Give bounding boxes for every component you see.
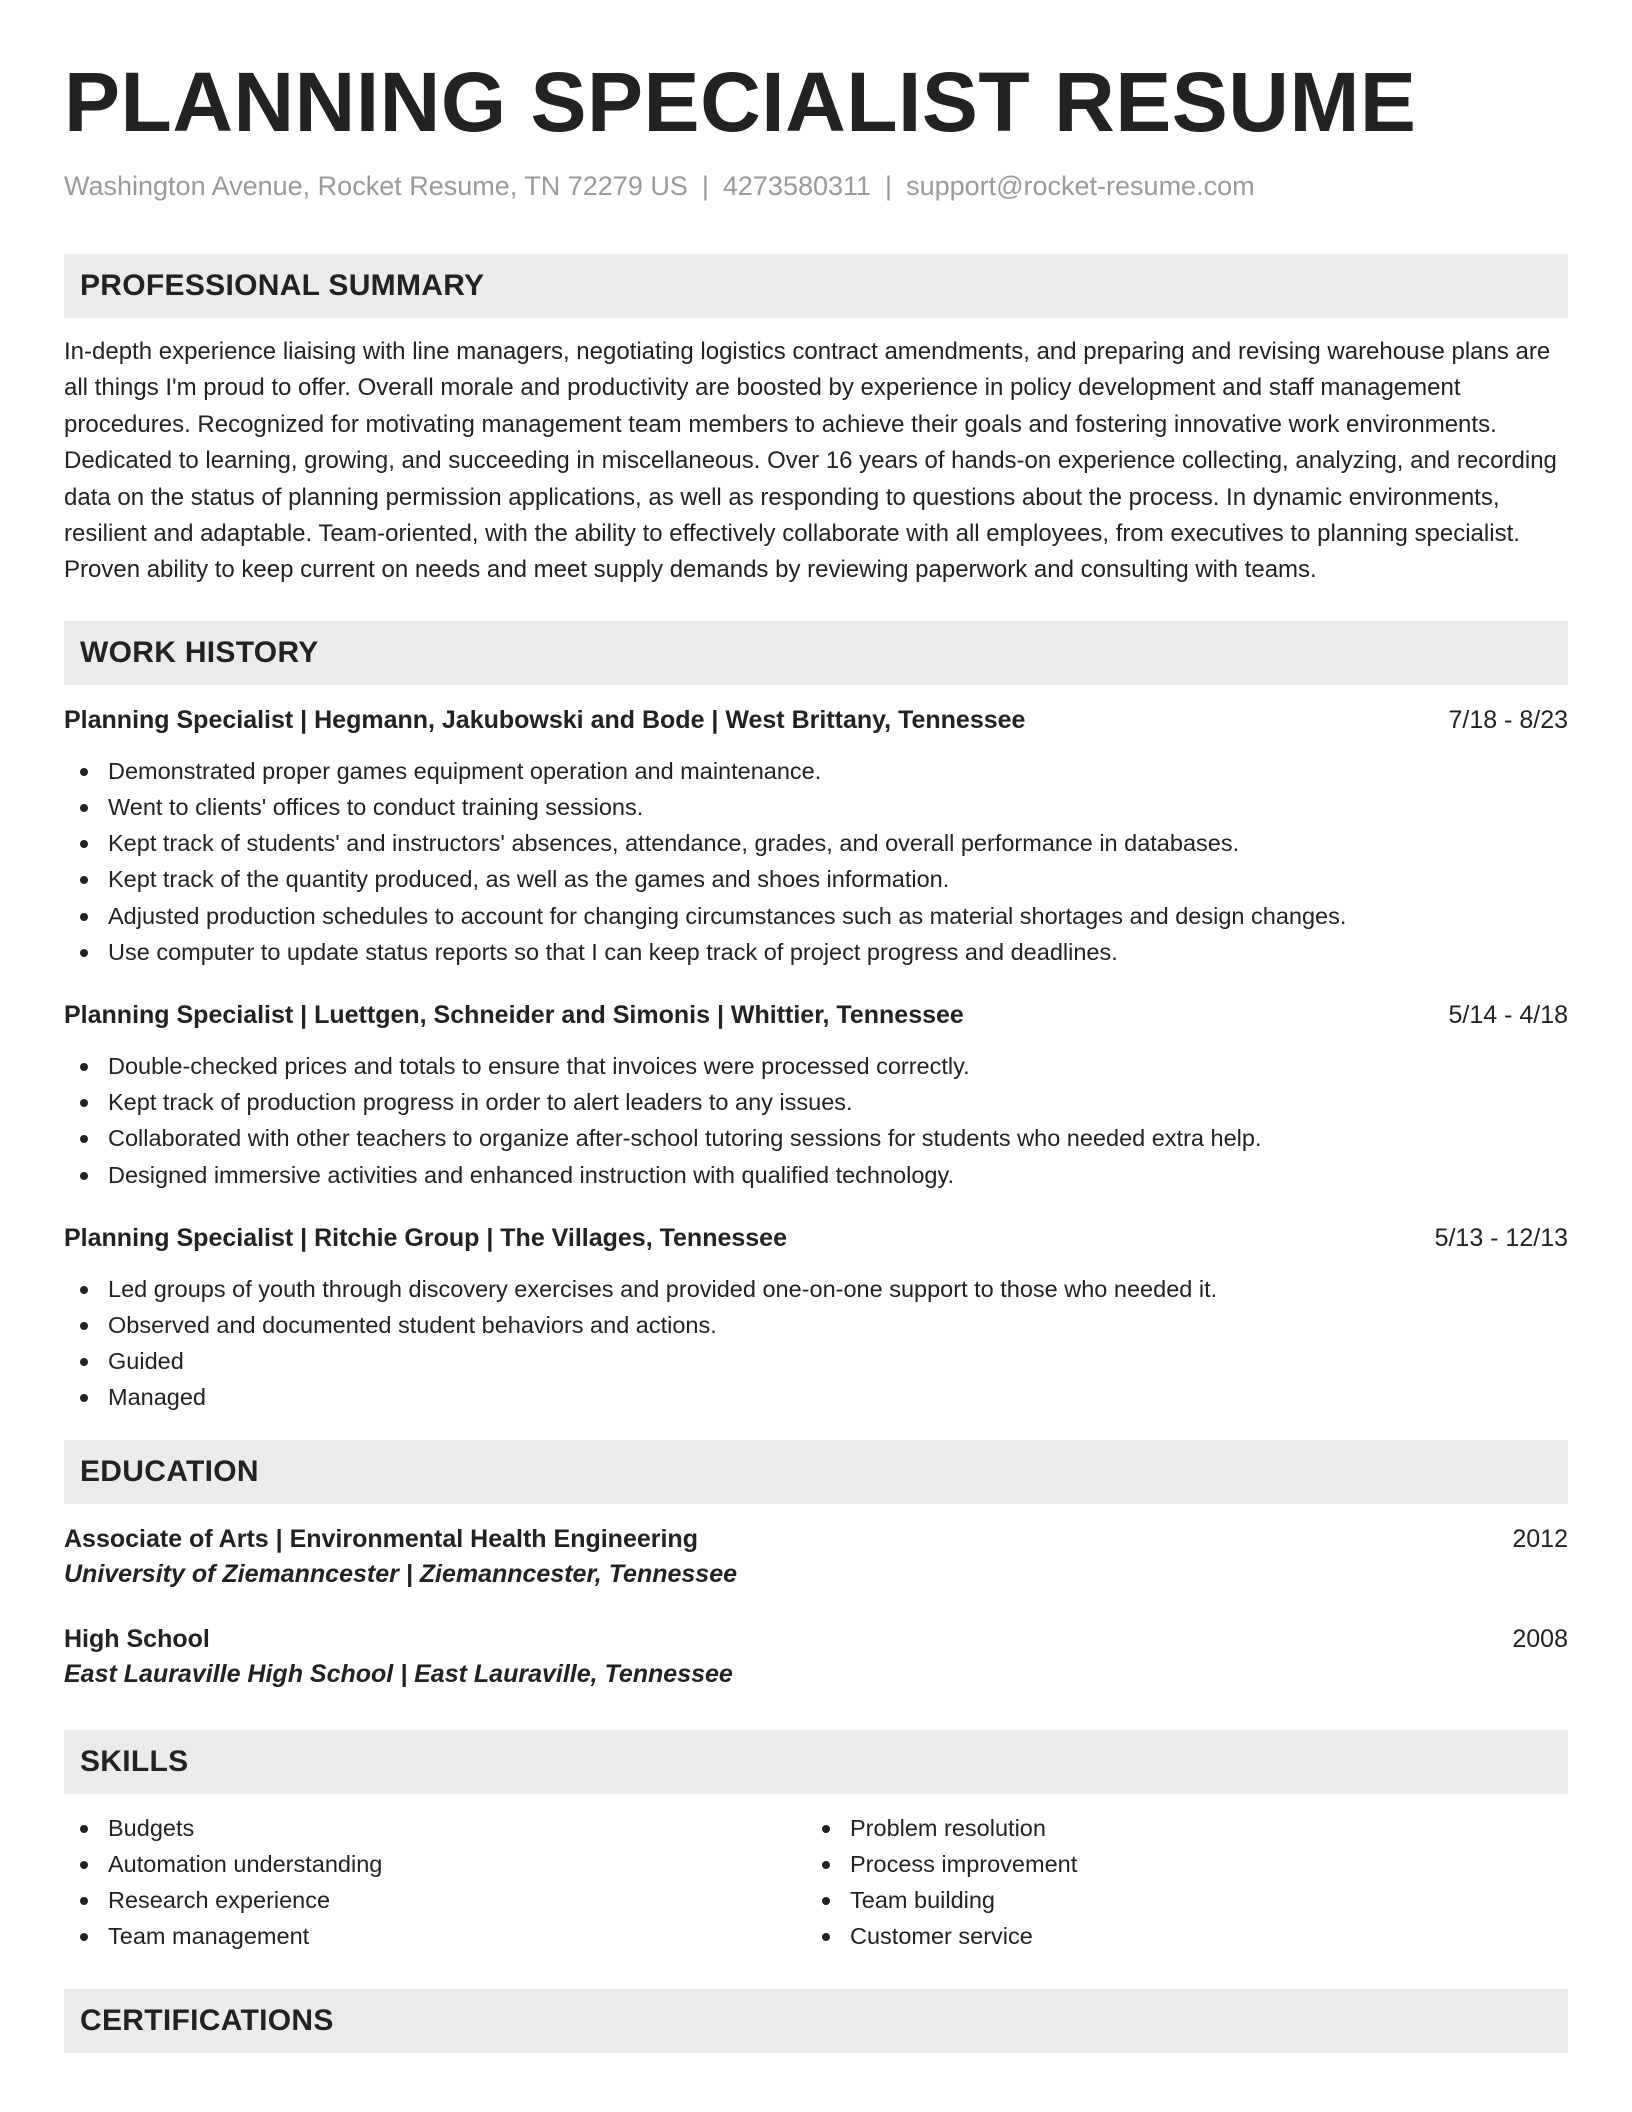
skill-item: Problem resolution xyxy=(806,1810,1548,1846)
section-heading-skills: SKILLS xyxy=(64,1730,1568,1794)
education-entry xyxy=(64,1522,1568,1592)
education-year: 2008 xyxy=(1512,1624,1568,1653)
contact-line xyxy=(64,168,1568,204)
job-title: Planning Specialist | Luettgen, Schneider and Simonis | Whittier, Tennessee xyxy=(64,1001,964,1030)
job-bullets xyxy=(64,753,1568,970)
contact-separator: | xyxy=(885,171,893,201)
skills-list xyxy=(64,1810,1568,1955)
job-bullet: Kept track of students' and instructors' absences, attendance, grades, and overall performance in databases. xyxy=(64,825,1568,861)
education-header xyxy=(64,1522,1568,1556)
job-title: Planning Specialist | Ritchie Group | The Villages, Tennessee xyxy=(64,1223,787,1252)
resume-page xyxy=(64,52,1568,2053)
education-year: 2012 xyxy=(1512,1524,1568,1553)
job-dates: 5/14 - 4/18 xyxy=(1448,1001,1568,1030)
job-header xyxy=(64,703,1568,737)
skills-column-right xyxy=(806,1810,1548,1955)
job-bullets xyxy=(64,1048,1568,1193)
job-bullet: Demonstrated proper games equipment operation and maintenance. xyxy=(64,753,1568,789)
skill-item: Customer service xyxy=(806,1918,1548,1954)
education-school: East Lauraville High School | East Lauraville, Tennessee xyxy=(64,1659,733,1688)
job-entry xyxy=(64,703,1568,970)
job-dates: 5/13 - 12/13 xyxy=(1434,1223,1568,1252)
job-dates: 7/18 - 8/23 xyxy=(1448,705,1568,734)
job-header xyxy=(64,1221,1568,1255)
job-bullet: Collaborated with other teachers to organize after-school tutoring sessions for students who needed extra help. xyxy=(64,1120,1568,1156)
section-heading-certifications: CERTIFICATIONS xyxy=(64,1989,1568,2053)
job-bullet: Went to clients' offices to conduct training sessions. xyxy=(64,789,1568,825)
job-bullet: Adjusted production schedules to account for changing circumstances such as material shortages and design changes. xyxy=(64,898,1568,934)
job-bullet: Guided xyxy=(64,1343,1568,1379)
education-degree: Associate of Arts | Environmental Health Engineering xyxy=(64,1524,698,1553)
job-bullet: Use computer to update status reports so that I can keep track of project progress and deadlines. xyxy=(64,934,1568,970)
skill-item: Team management xyxy=(64,1918,806,1954)
job-bullet: Managed xyxy=(64,1379,1568,1415)
contact-email: support@rocket-resume.com xyxy=(906,171,1255,201)
summary-paragraph: In-depth experience liaising with line managers, negotiating logistics contract amendments, and preparing and revising warehouse plans are all things I'm proud to offer. Overall morale and productivity are boosted by experience in policy development and staff management procedures. Recognized for motivating management team members to achieve their goals and fostering innovative work environments. Dedicated to learning, growing, and succeeding in miscellaneous. Over 16 years of hands-on experience collecting, analyzing, and recording data on the status of planning permission applications, as well as responding to questions about the process. In dynamic environments, resilient and adaptable. Team-oriented, with the ability to effectively collaborate with all employees, from executives to planning specialist. Proven ability to keep current on needs and meet supply demands by reviewing paperwork and consulting with teams. xyxy=(64,338,1557,584)
skill-item: Process improvement xyxy=(806,1846,1548,1882)
skills-column-left xyxy=(64,1810,806,1955)
job-bullets xyxy=(64,1271,1568,1416)
job-bullet: Kept track of production progress in order to alert leaders to any issues. xyxy=(64,1084,1568,1120)
resume-title: PLANNING SPECIALIST RESUME xyxy=(64,55,1417,149)
section-heading-work-history: WORK HISTORY xyxy=(64,621,1568,685)
contact-phone: 4273580311 xyxy=(722,171,872,201)
skill-item: Automation understanding xyxy=(64,1846,806,1882)
skill-item: Budgets xyxy=(64,1810,806,1846)
job-entry xyxy=(64,1221,1568,1416)
job-bullet: Designed immersive activities and enhanced instruction with qualified technology. xyxy=(64,1157,1568,1193)
job-bullet: Observed and documented student behaviors and actions. xyxy=(64,1307,1568,1343)
section-heading-summary: PROFESSIONAL SUMMARY xyxy=(64,254,1568,318)
contact-address: Washington Avenue, Rocket Resume, TN 72279 US xyxy=(64,171,688,201)
job-bullet: Double-checked prices and totals to ensure that invoices were processed correctly. xyxy=(64,1048,1568,1084)
job-entry xyxy=(64,998,1568,1193)
section-heading-education: EDUCATION xyxy=(64,1440,1568,1504)
skill-item: Research experience xyxy=(64,1882,806,1918)
job-header xyxy=(64,998,1568,1032)
education-school: University of Ziemanncester | Ziemanncester, Tennessee xyxy=(64,1559,738,1588)
job-bullet: Kept track of the quantity produced, as well as the games and shoes information. xyxy=(64,861,1568,897)
job-bullet: Led groups of youth through discovery exercises and provided one-on-one support to those who needed it. xyxy=(64,1271,1568,1307)
job-title: Planning Specialist | Hegmann, Jakubowski and Bode | West Brittany, Tennessee xyxy=(64,705,1026,734)
education-degree: High School xyxy=(64,1624,210,1653)
skill-item: Team building xyxy=(806,1882,1548,1918)
contact-separator: | xyxy=(701,171,709,201)
education-header xyxy=(64,1622,1568,1656)
education-entry xyxy=(64,1622,1568,1692)
